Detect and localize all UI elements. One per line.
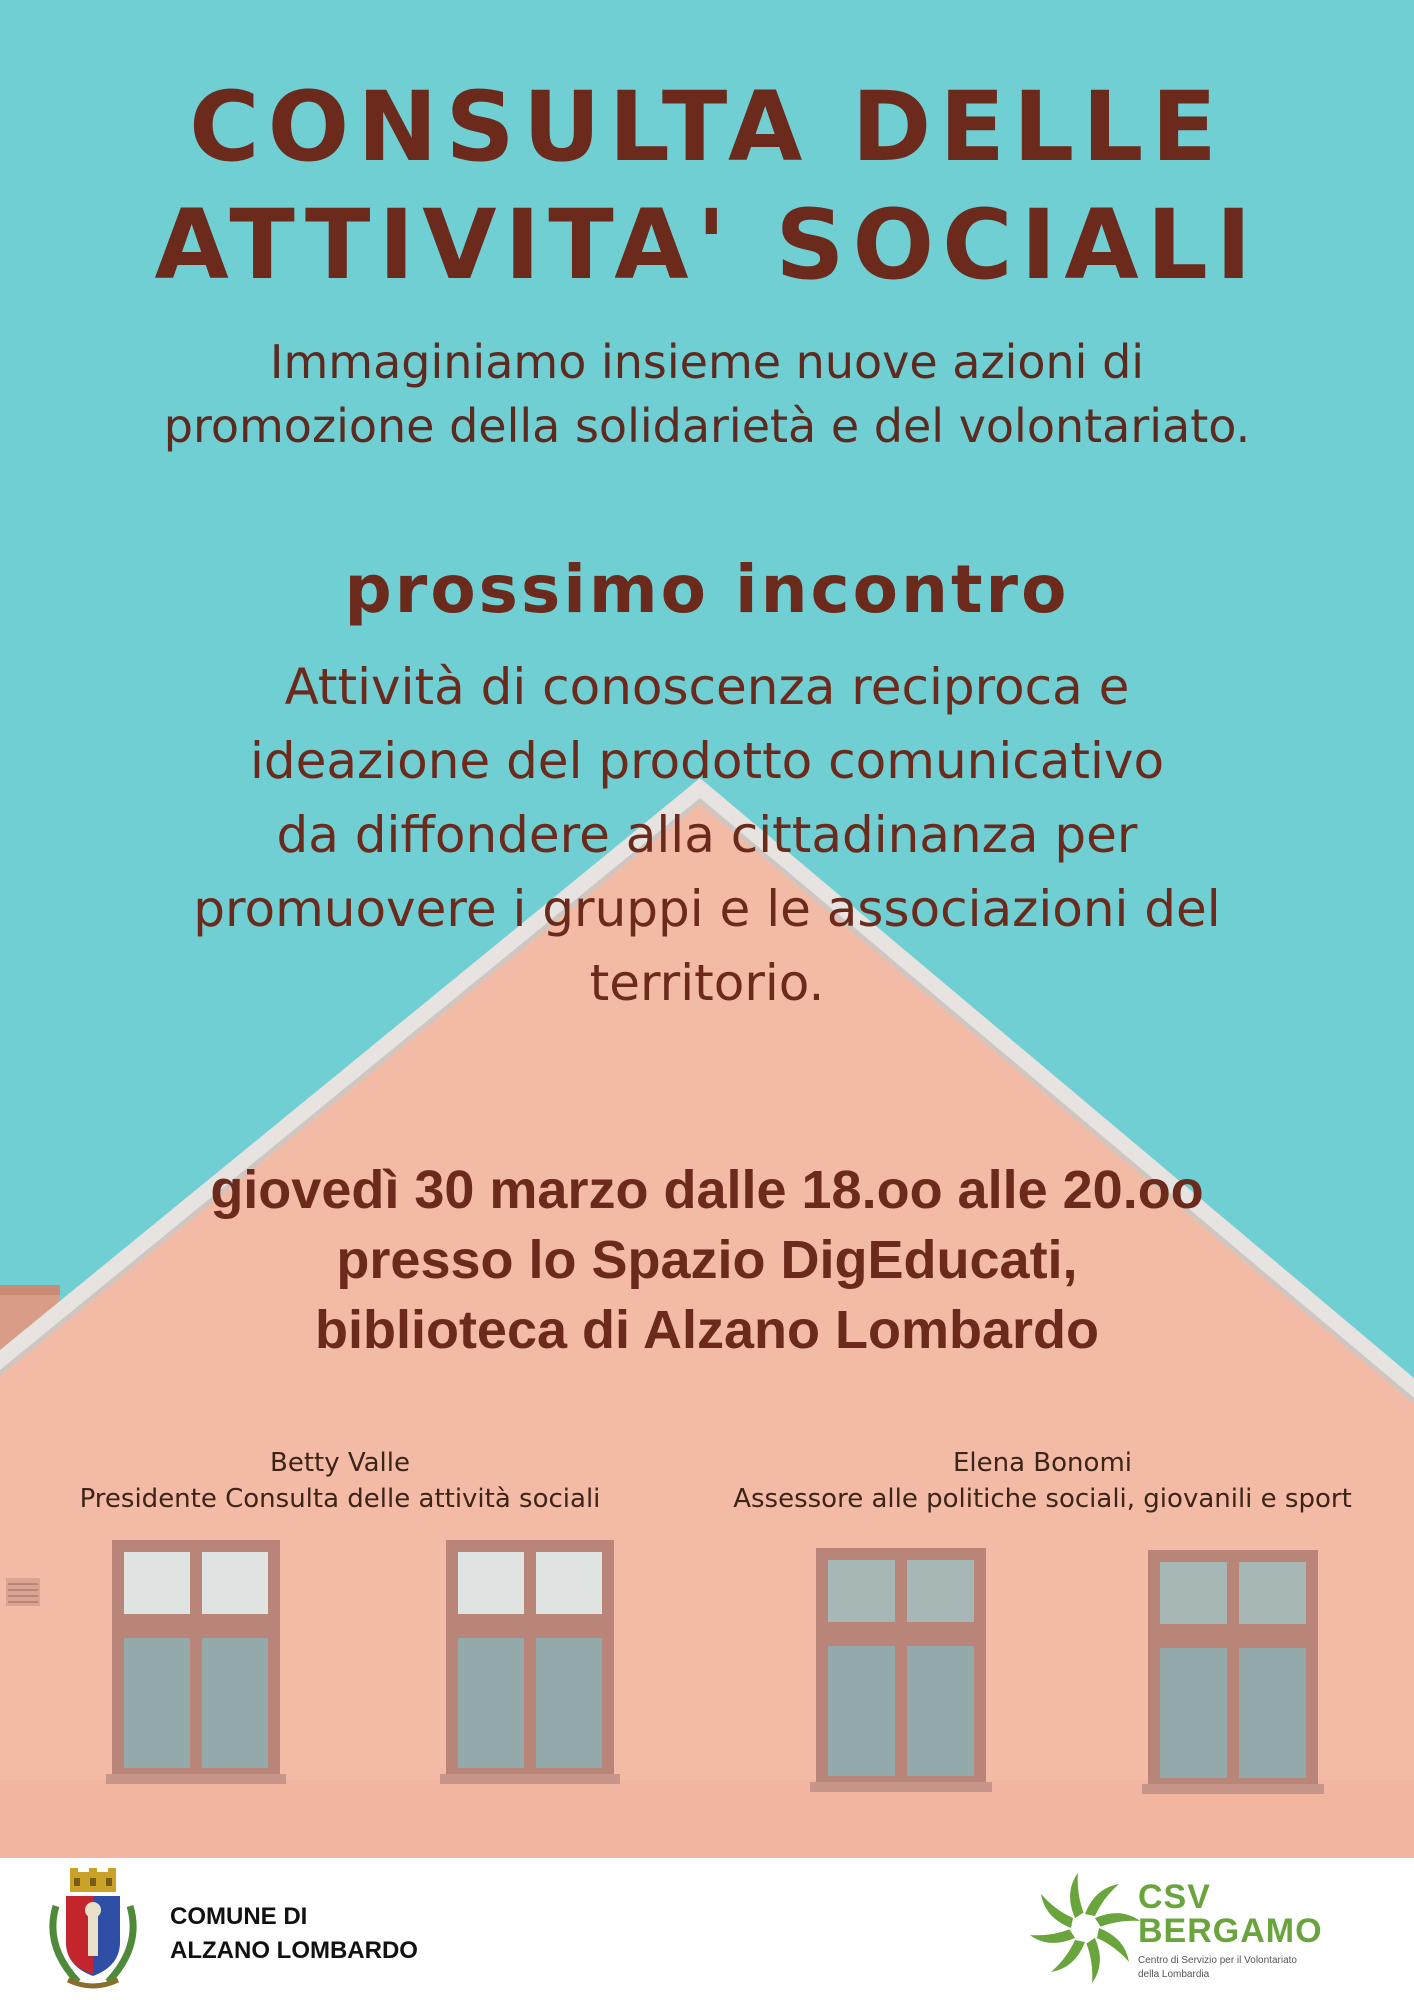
signature-name: Elena Bonomi xyxy=(952,1448,1132,1478)
csv-swirl-logo-icon xyxy=(1028,1870,1143,1985)
municipal-crest-icon xyxy=(38,1866,148,1994)
description-line: territorio. xyxy=(589,954,825,1012)
event-details xyxy=(0,1155,1414,1365)
poster-title xyxy=(0,68,1414,304)
comune-line-1: COMUNE DI xyxy=(170,1903,308,1930)
csv-name-line-2: BERGAMO xyxy=(1138,1912,1323,1950)
window xyxy=(1142,1550,1324,1794)
title-line-1: CONSULTA DELLE xyxy=(189,71,1225,183)
title-line-2: ATTIVITA' SOCIALI xyxy=(154,189,1260,301)
event-date-time: giovedì 30 marzo dalle 18.oo alle 20.oo xyxy=(210,1160,1204,1220)
csv-tag-line-2: della Lombardia xyxy=(1138,1969,1210,1980)
event-venue: presso lo Spazio DigEducati, xyxy=(336,1230,1078,1290)
csv-tag-line-1: Centro di Servizio per il Volontariato xyxy=(1138,1955,1297,1966)
signature-name: Betty Valle xyxy=(269,1448,411,1478)
description-line: promuovere i gruppi e le associazioni del xyxy=(193,880,1221,938)
window xyxy=(106,1540,286,1784)
signature-left xyxy=(20,1445,660,1517)
window xyxy=(440,1540,620,1784)
description-line: ideazione del prodotto comunicativo xyxy=(249,732,1165,790)
window xyxy=(810,1548,992,1792)
description-line: Attività di conoscenza reciproca e xyxy=(284,658,1130,716)
next-meeting-label: prossimo incontro xyxy=(344,551,1070,628)
subtitle xyxy=(0,330,1414,458)
signature-role: Presidente Consulta delle attività sociali xyxy=(79,1484,601,1514)
signature-role: Assessore alle politiche sociali, giovanili e sport xyxy=(733,1484,1352,1514)
subtitle-line-2: promozione della solidarietà e del volontariato. xyxy=(163,399,1251,453)
comune-name xyxy=(170,1900,418,1968)
event-location: biblioteca di Alzano Lombardo xyxy=(314,1300,1100,1360)
comune-line-2: ALZANO LOMBARDO xyxy=(170,1937,418,1964)
csv-tagline xyxy=(1138,1954,1358,1982)
meeting-description xyxy=(0,650,1414,1020)
signature-right xyxy=(680,1445,1405,1517)
csv-name-line-1: CSV xyxy=(1138,1878,1211,1916)
description-line: da diffondere alla cittadinanza per xyxy=(276,806,1138,864)
footer xyxy=(0,1858,1414,2000)
csv-bergamo-name xyxy=(1138,1880,1323,1948)
subtitle-line-1: Immaginiamo insieme nuove azioni di xyxy=(269,335,1145,389)
